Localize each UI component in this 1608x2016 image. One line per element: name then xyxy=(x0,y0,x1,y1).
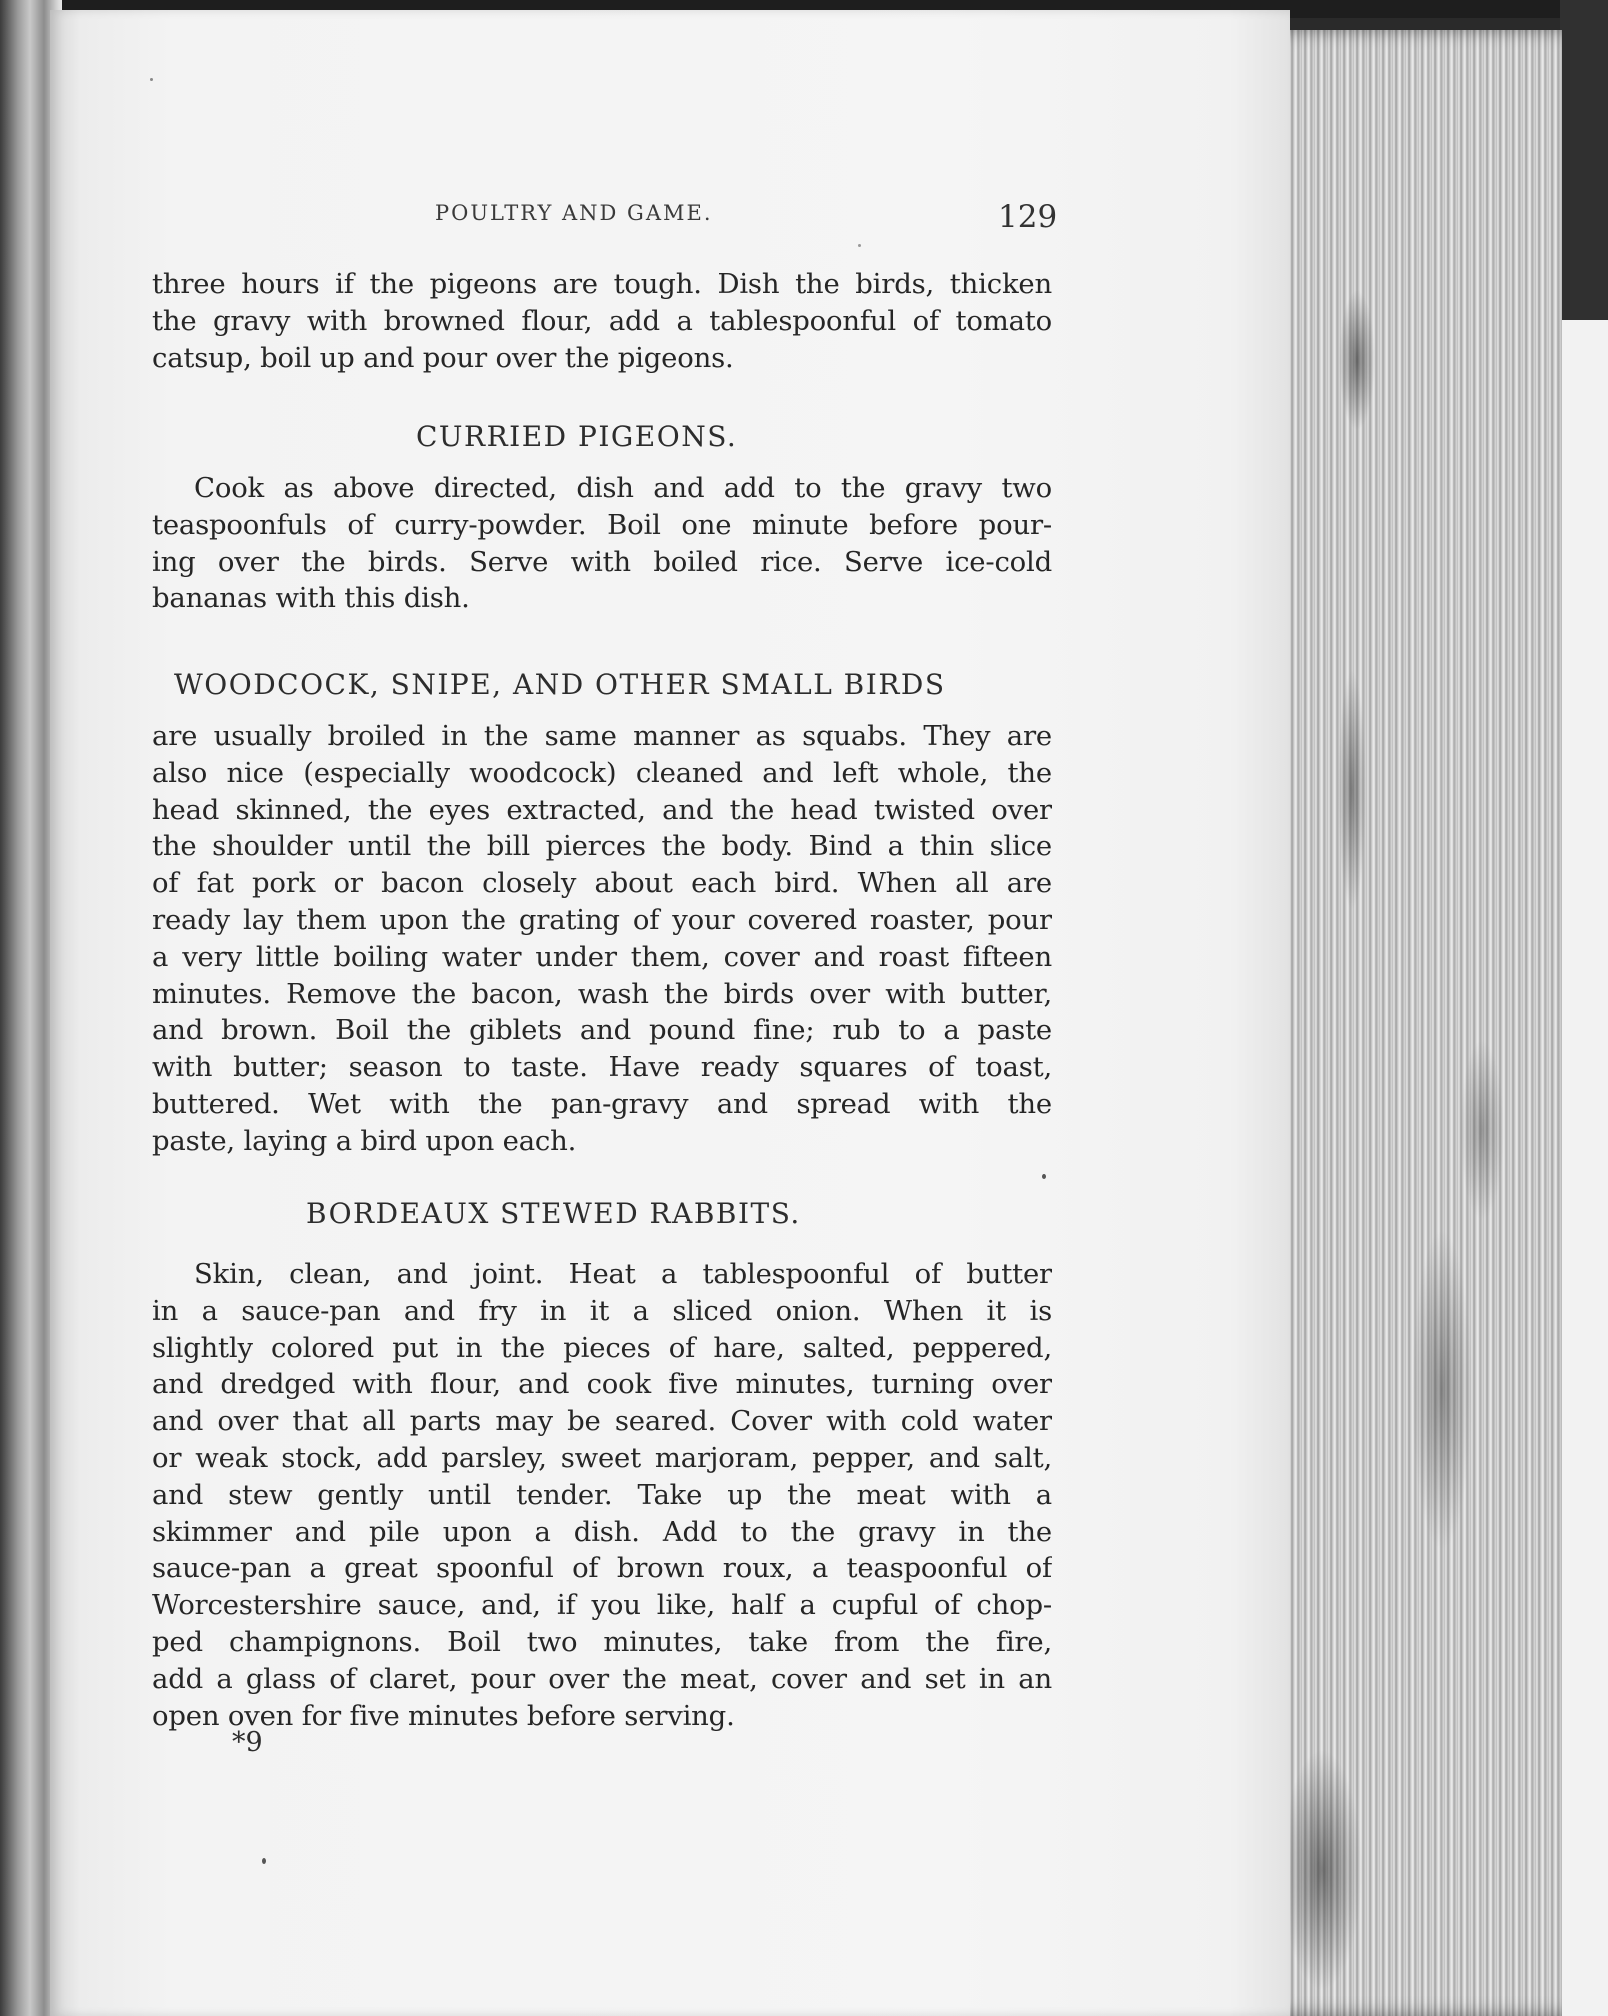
paper-speck xyxy=(262,1858,266,1864)
signature-mark: *9 xyxy=(232,1727,263,1758)
woodcock-heading: WOODCOCK, SNIPE, AND OTHER SMALL BIRDS xyxy=(174,668,946,701)
continuation-paragraph xyxy=(152,266,1052,376)
curried-pigeons-paragraph xyxy=(152,470,1052,617)
text-line: and over that all parts may be seared. Cover with cold water xyxy=(152,1405,1052,1438)
text-line: add a glass of claret, pour over the meat, cover and set in an xyxy=(152,1662,1052,1695)
text-line: skimmer and pile upon a dish. Add to the gravy in the xyxy=(152,1515,1052,1548)
text-line: the gravy with browned flour, add a tablespoonful of tomato xyxy=(152,304,1052,337)
text-line: in a sauce-pan and fry in it a sliced onion. When it is xyxy=(152,1294,1052,1327)
paper-speck xyxy=(1042,1174,1046,1179)
paper-speck xyxy=(858,244,861,247)
text-line: with butter; season to taste. Have ready squares of toast, xyxy=(152,1051,1052,1084)
text-line: slightly colored put in the pieces of hare, salted, peppered, xyxy=(152,1331,1052,1364)
text-line: and brown. Boil the giblets and pound fine; rub to a paste xyxy=(152,1014,1052,1047)
text-line: or weak stock, add parsley, sweet marjoram, pepper, and salt, xyxy=(152,1441,1052,1474)
paper-speck xyxy=(150,78,153,81)
page-number: 129 xyxy=(998,199,1058,235)
text-line: also nice (especially woodcock) cleaned and left whole, the xyxy=(152,756,1052,789)
text-line: Skin, clean, and joint. Heat a tablespoonful of butter xyxy=(194,1258,1052,1290)
text-line: of fat pork or bacon closely about each bird. When all are xyxy=(152,867,1052,900)
text-line: ready lay them upon the grating of your covered roaster, pour xyxy=(152,903,1052,936)
bordeaux-rabbits-paragraph xyxy=(152,1256,1052,1734)
text-line: and stew gently until tender. Take up the meat with a xyxy=(152,1478,1052,1511)
text-line: sauce-pan a great spoonful of brown roux, a teaspoonful of xyxy=(152,1552,1052,1585)
running-head: POULTRY AND GAME. xyxy=(435,201,713,225)
text-line: head skinned, the eyes extracted, and the head twisted over xyxy=(152,793,1052,826)
text-line: ing over the birds. Serve with boiled rice. Serve ice-cold xyxy=(152,545,1052,578)
scan-background-light xyxy=(1562,320,1608,2016)
text-line: bananas with this dish. xyxy=(152,582,470,615)
woodcock-paragraph xyxy=(152,718,1052,1160)
text-line: Cook as above directed, dish and add to the gravy two xyxy=(194,472,1052,504)
text-line: and dredged with flour, and cook five minutes, turning over xyxy=(152,1368,1052,1401)
text-line: teaspoonfuls of curry-powder. Boil one minute before pour- xyxy=(152,508,1052,541)
text-line: ped champignons. Boil two minutes, take from the fire, xyxy=(152,1625,1052,1658)
text-line: are usually broiled in the same manner as squabs. They are xyxy=(152,720,1052,752)
text-line: three hours if the pigeons are tough. Dish the birds, thicken xyxy=(152,268,1052,300)
text-line: buttered. Wet with the pan-gravy and spread with the xyxy=(152,1087,1052,1120)
text-line: Worcestershire sauce, and, if you like, half a cupful of chop- xyxy=(152,1589,1052,1622)
curried-pigeons-heading: CURRIED PIGEONS. xyxy=(416,420,738,453)
bordeaux-rabbits-heading: BORDEAUX STEWED RABBITS. xyxy=(306,1197,801,1230)
text-line: paste, laying a bird upon each. xyxy=(152,1124,577,1157)
page-edges-block xyxy=(1262,30,1562,2016)
text-line: minutes. Remove the bacon, wash the birds over with butter, xyxy=(152,977,1052,1010)
text-line: open oven for five minutes before serving. xyxy=(152,1699,735,1732)
text-line: catsup, boil up and pour over the pigeons. xyxy=(152,341,734,374)
text-line: the shoulder until the bill pierces the body. Bind a thin slice xyxy=(152,830,1052,863)
text-line: a very little boiling water under them, cover and roast fifteen xyxy=(152,940,1052,973)
